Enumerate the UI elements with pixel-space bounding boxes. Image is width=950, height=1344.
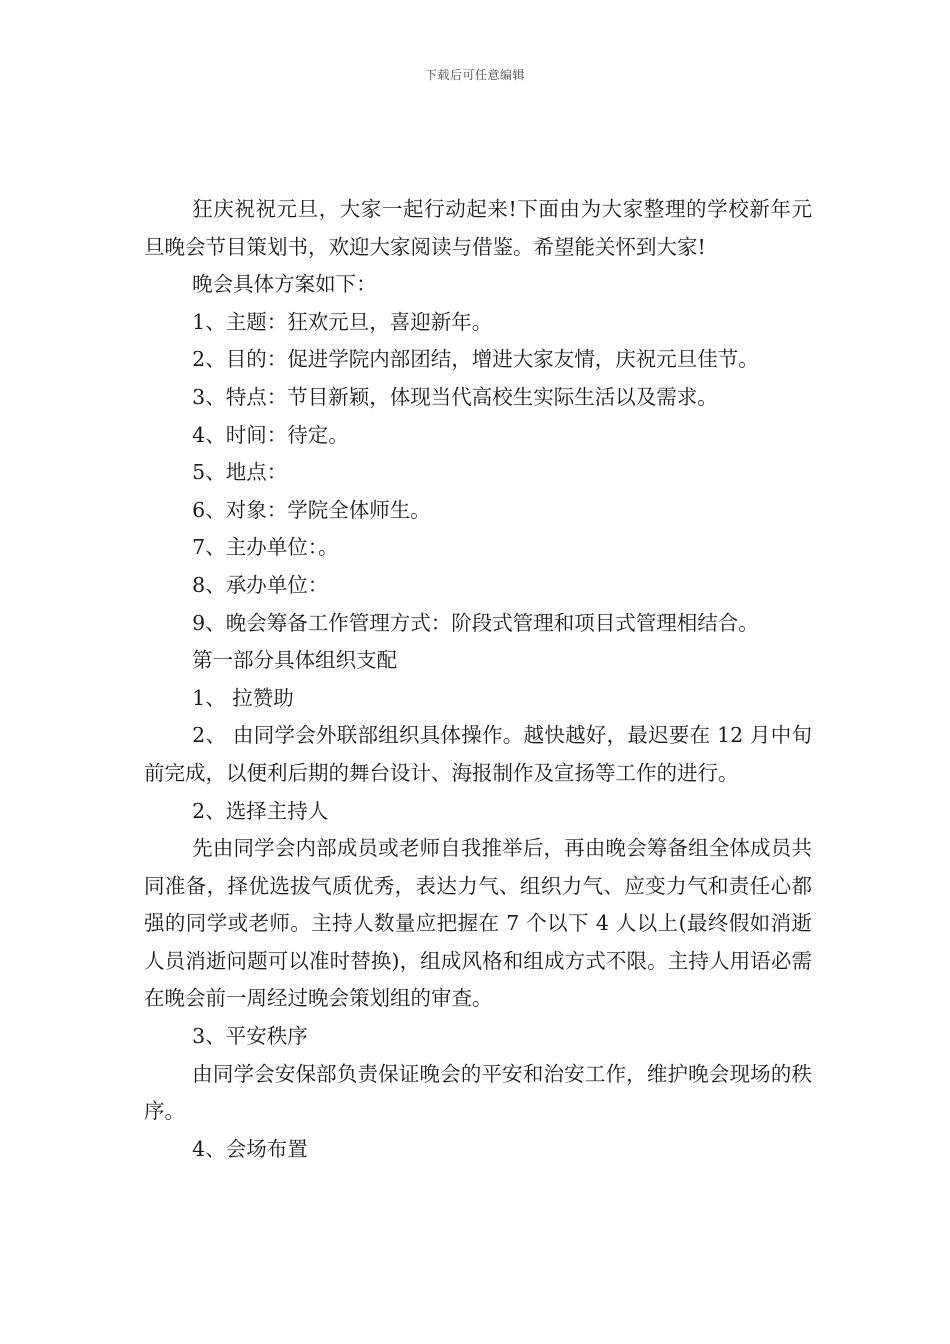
- plan-item-features: 3、特点：节目新颖，体现当代高校生实际生活以及需求。: [192, 384, 718, 409]
- plan-item-location: 5、地点：: [192, 460, 288, 485]
- section-paragraph-host-selection: 先由同学会内部成员或老师自我推举后，再由晚会筹备组全体成员共同准备，择优选拔气质优秀，表达力气、组织力气、应变力气和责任心都强的同学或老师。主持人数量应把握在 7 个以下 4 人以上(最终假如消逝人员消逝问题可以准时替换)，组成风格和组成方式不限。主持人用语必需在晚会前一周经过晚会策划组的审查。: [144, 836, 812, 1011]
- intro-paragraph: 狂庆祝祝元旦，大家一起行动起来!下面由为大家整理的学校新年元旦晚会节目策划书，欢迎大家阅读与借鉴。希望能关怀到大家!: [144, 197, 812, 259]
- plan-item-theme: 1、主题：狂欢元旦，喜迎新年。: [192, 309, 493, 334]
- plan-item-organizer: 7、主办单位：。: [192, 535, 339, 560]
- section-paragraph-safety: 由同学会安保部负责保证晚会的平安和治安工作，维护晚会现场的秩序。: [144, 1061, 812, 1124]
- plan-item-purpose: 2、目的：促进学院内部团结，增进大家友情，庆祝元旦佳节。: [192, 347, 759, 372]
- section-paragraph-sponsorship: 2、 由同学会外联部组织具体操作。越快越好，最迟要在 12 月中旬前完成，以便利后期的舞台设计、海报制作及宣扬等工作的进行。: [144, 723, 812, 785]
- plan-item-audience: 6、对象：学院全体师生。: [192, 497, 431, 522]
- section-item-host-selection: 2、选择主持人: [192, 798, 329, 823]
- section-item-safety: 3、平安秩序: [192, 1024, 308, 1049]
- section-heading-part-one: 第一部分具体组织支配: [192, 648, 398, 673]
- document-body: [144, 191, 812, 1168]
- section-item-venue: 4、会场布置: [192, 1136, 308, 1161]
- section-item-sponsorship: 1、 拉赞助: [192, 685, 294, 710]
- plan-item-time: 4、时间：待定。: [192, 422, 349, 447]
- plan-item-management: 9、晚会筹备工作管理方式：阶段式管理和项目式管理相结合。: [192, 610, 759, 635]
- plan-item-host-unit: 8、承办单位：: [192, 572, 329, 597]
- header-note: 下载后可任意编辑: [424, 68, 525, 82]
- plan-heading: 晚会具体方案如下：: [192, 272, 377, 297]
